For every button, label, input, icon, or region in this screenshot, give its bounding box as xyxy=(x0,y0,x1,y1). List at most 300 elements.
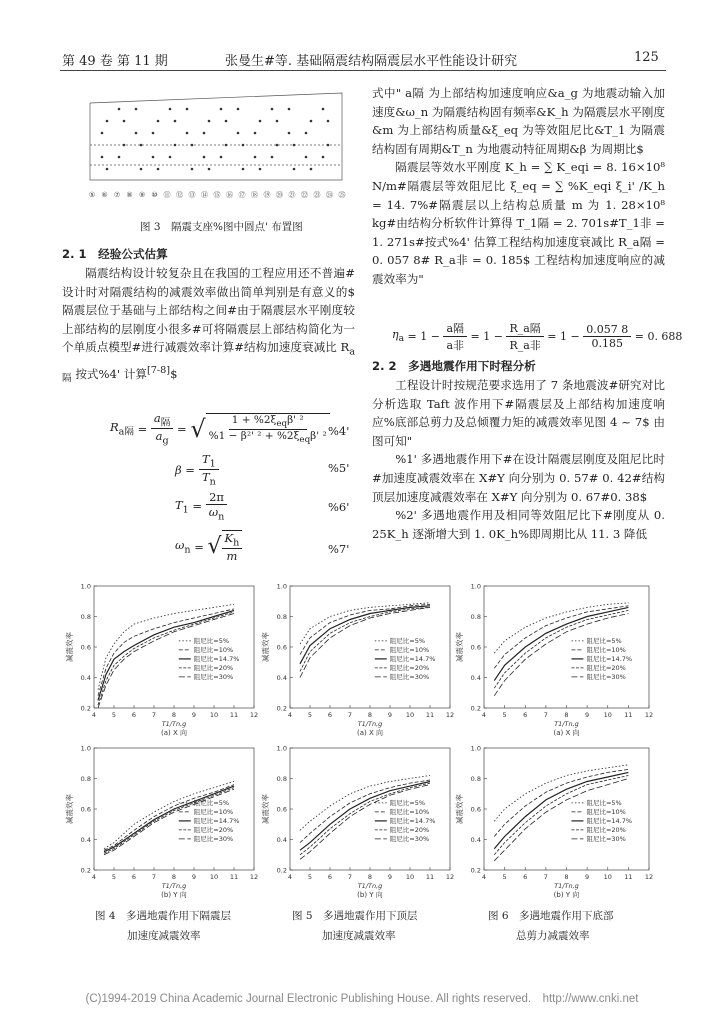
figure6-caption xyxy=(488,906,614,946)
y-tick-label: 0.4 xyxy=(470,836,481,844)
eta-lhs: η xyxy=(392,328,399,342)
figure4-caption xyxy=(95,906,231,946)
figure3-plan xyxy=(80,85,360,215)
legend-label: 阻尼比=30% xyxy=(586,673,626,682)
x-tick-label: 5 xyxy=(307,711,313,719)
plan-axis-label: ㉑ xyxy=(288,191,296,199)
isolator-point xyxy=(123,120,126,123)
chart-fig6b xyxy=(452,740,657,900)
figure5-caption-line1: 图 5 多遇地震作用下顶层 xyxy=(292,910,418,922)
y-tick-label: 0.6 xyxy=(276,643,287,652)
figure5-caption xyxy=(292,906,418,946)
page-number: 125 xyxy=(634,50,659,65)
right-para-4: %1' 多遇地震作用下#在设计隔震层刚度及阻尼比时#加速度减震效率在 X#Y 向分别为 0. 57# 0. 42#结构顶层加速度减震效率在 X#Y 向分别为 0. 67#0. 38$ xyxy=(372,452,665,504)
eq4-ratio-den-sub: g xyxy=(162,435,169,447)
eta-frac-3 xyxy=(583,323,631,350)
isolator-point xyxy=(310,168,313,171)
y-tick-label: 0.8 xyxy=(80,613,91,621)
isolator-point xyxy=(271,156,274,159)
legend-label: 阻尼比=14.7% xyxy=(389,655,436,664)
eq6-den: ω xyxy=(208,505,219,519)
x-tick-label: 12 xyxy=(644,711,654,719)
figure5-caption-line2: 加速度减震效率 xyxy=(322,930,396,942)
eq4-ratio-den: a xyxy=(155,429,163,444)
y-axis-label: 减震效率 xyxy=(261,632,270,662)
isolator-point xyxy=(242,168,245,171)
isolator-point xyxy=(220,108,223,111)
isolator-point xyxy=(203,156,206,159)
equation-7-number: %7' xyxy=(328,542,350,556)
left-paragraph-sub: a隔 xyxy=(62,346,355,385)
x-tick-label: 6 xyxy=(327,873,333,881)
legend-label: 阻尼比=20% xyxy=(586,826,626,835)
isolator-point xyxy=(271,108,274,111)
y-tick-label: 0.8 xyxy=(470,775,481,783)
x-tick-label: 10 xyxy=(209,711,219,719)
y-tick-label: 0.2 xyxy=(276,866,287,875)
figure4-caption-line1: 图 4 多遇地震作用下隔震层 xyxy=(95,910,232,922)
isolator-point xyxy=(118,108,121,111)
eq5-den-sub: n xyxy=(209,476,216,488)
legend-label: 阻尼比=30% xyxy=(389,835,430,844)
y-tick-label: 0.6 xyxy=(470,805,481,814)
x-tick-label: 6 xyxy=(327,711,333,719)
equation-5-number: %5' xyxy=(328,461,350,475)
x-tick-label: 11 xyxy=(229,873,239,881)
isolator-point xyxy=(305,132,308,135)
x-tick-label: 6 xyxy=(131,873,137,881)
eta-part2: = 1 − xyxy=(467,330,507,343)
plan-axis-label: ⑭ xyxy=(201,191,208,199)
x-tick-label: 12 xyxy=(445,873,455,881)
isolator-point xyxy=(191,168,194,171)
eq4-sqrt-den-sub: eq xyxy=(299,434,311,445)
isolator-point xyxy=(174,144,177,147)
legend-label: 阻尼比=5% xyxy=(586,637,622,646)
plan-axis-label: ㉓ xyxy=(313,191,321,199)
isolator-point xyxy=(101,156,104,159)
citation-ref: [7-8] xyxy=(146,365,171,377)
y-axis-label: 减震效率 xyxy=(455,632,464,662)
legend-label: 阻尼比=14.7% xyxy=(586,817,633,826)
plan-axis-label: ㉔ xyxy=(326,191,333,199)
eta-f1-num: a隔 xyxy=(443,320,467,337)
isolator-point xyxy=(174,120,177,123)
x-tick-label: 7 xyxy=(151,873,157,881)
plan-axis-label: ⑩ xyxy=(151,191,158,199)
isolator-point xyxy=(208,120,211,123)
isolator-point xyxy=(152,156,155,159)
y-axis-label: 减震效率 xyxy=(455,794,464,824)
right-column-lower xyxy=(372,376,665,543)
y-tick-label: 0.2 xyxy=(80,704,91,713)
y-axis-label: 减震效率 xyxy=(65,794,74,824)
legend-label: 阻尼比=20% xyxy=(193,664,234,673)
isolator-point xyxy=(101,132,104,135)
y-tick-label: 0.6 xyxy=(470,643,481,652)
eq7-equals: = xyxy=(190,539,208,554)
y-tick-label: 0.2 xyxy=(80,866,91,875)
eta-f1-den: a非 xyxy=(446,339,465,352)
isolator-point xyxy=(293,168,296,171)
right-para-1: 式中" a隔 为上部结构加速度响应&a_g 为地震动输入加速度&ω_n 为隔震结构固有频率&K_h 为隔震层水平刚度&m 为上部结构质量&ξ_eq 为等效阻尼比&T_1 为隔震结构固有周期&T_n 为地震动特征周期&β 为周期比$ xyxy=(372,86,665,156)
x-axis-label: T1/Tn,g xyxy=(161,720,187,728)
isolator-points xyxy=(101,108,330,171)
equation-4-number: %4' xyxy=(328,424,350,438)
x-tick-label: 6 xyxy=(523,873,528,881)
isolator-point xyxy=(135,108,138,111)
x-tick-label: 10 xyxy=(603,873,612,881)
x-axis-label: T1/Tn,g xyxy=(554,882,579,890)
subfigure-label: (a) X 向 xyxy=(553,729,580,737)
plan-axis-label: ⑳ xyxy=(276,191,283,199)
eta-part3: = 1 − xyxy=(543,330,584,343)
legend-label: 阻尼比=10% xyxy=(586,646,626,655)
x-tick-label: 9 xyxy=(585,711,590,719)
legend-label: 阻尼比=10% xyxy=(193,646,234,655)
header-rule xyxy=(60,70,666,71)
x-tick-label: 5 xyxy=(111,711,117,719)
left-paragraph-end: $ xyxy=(170,367,178,382)
x-tick-label: 12 xyxy=(249,873,259,881)
isolator-point xyxy=(327,120,330,123)
eq6-den-sub: n xyxy=(218,511,225,523)
eq4-ratio-num-sub: 隔 xyxy=(160,417,171,429)
chart-fig5a xyxy=(258,578,458,738)
x-tick-label: 6 xyxy=(131,711,137,719)
legend-label: 阻尼比=10% xyxy=(193,808,234,817)
equation-7 xyxy=(175,530,242,563)
x-tick-label: 11 xyxy=(425,873,435,881)
eq4-sqrt-num: 1 + %2ξ xyxy=(231,413,277,426)
x-tick-label: 8 xyxy=(564,711,569,719)
isolator-point xyxy=(203,132,206,135)
y-tick-label: 1.0 xyxy=(276,744,287,753)
x-axis-label: T1/Tn,g xyxy=(357,882,383,890)
y-tick-label: 0.4 xyxy=(80,836,91,844)
eq7-frac xyxy=(222,530,243,563)
figure4-caption-line2: 加速度减震效率 xyxy=(127,930,201,942)
eq4-sqrt-num-tail: β' ² xyxy=(287,413,304,426)
legend-label: 阻尼比=30% xyxy=(193,835,234,844)
journal-issue: 第 49 卷 第 11 期 xyxy=(62,54,168,69)
eq6-equals: = xyxy=(188,499,206,514)
isolator-point xyxy=(237,108,240,111)
isolator-point xyxy=(288,108,291,111)
x-tick-label: 8 xyxy=(367,711,373,719)
figure6-caption-line2: 总剪力减震效率 xyxy=(516,930,590,942)
eq6-frac xyxy=(206,490,228,522)
x-tick-label: 7 xyxy=(543,711,548,719)
eq7-num: K xyxy=(224,531,234,545)
right-para-3: 工程设计时按规范要求选用了 7 条地震波#研究对比分析选取 Taft 波作用下#隔震层及上部结构加速度响应%底部总剪力及总倾覆力矩的减震效率见图 4 ~ 7$ 由图可知" xyxy=(372,378,665,448)
figure3-caption: 图 3 隔震支座%图中圆点' 布置图 xyxy=(140,221,303,233)
plan-axis-label: ㉒ xyxy=(301,191,308,199)
left-paragraph-text: 隔震结构设计较复杂且在我国的工程应用还不普遍#设计时对隔震结构的减震效率做出简单判别是有意义的$ 隔震层位于基础与上部结构之间#由于隔震层水平刚度较上部结构的层刚度小很多#可将隔震层上部结构简化为一个单质点模型#进行减震效率计算#结构加速度衰减比 R xyxy=(62,266,355,355)
legend-label: 阻尼比=5% xyxy=(193,799,230,808)
y-tick-label: 1.0 xyxy=(470,582,481,591)
x-tick-label: 4 xyxy=(287,711,293,719)
y-tick-label: 1.0 xyxy=(470,744,481,753)
x-tick-label: 5 xyxy=(307,873,313,881)
eq6-num: 2π xyxy=(206,490,227,505)
x-tick-label: 7 xyxy=(543,873,548,881)
x-tick-label: 9 xyxy=(191,711,197,719)
sqrt-symbol: √ xyxy=(190,414,206,443)
eq7-num-sub: h xyxy=(233,537,240,549)
y-tick-label: 0.8 xyxy=(276,775,287,783)
y-tick-label: 1.0 xyxy=(80,744,91,753)
isolator-point xyxy=(254,132,257,135)
eta-f3-den: 0.185 xyxy=(591,337,623,350)
x-tick-label: 4 xyxy=(287,873,293,881)
plan-axis-label: ⑯ xyxy=(226,191,233,199)
eq4-sqrt-num-sub: eq xyxy=(276,418,288,429)
isolator-point xyxy=(237,132,240,135)
y-tick-label: 0.8 xyxy=(470,613,481,621)
eq7-lhs: ω xyxy=(175,538,185,552)
legend-label: 阻尼比=10% xyxy=(389,808,430,817)
legend-label: 阻尼比=10% xyxy=(389,646,430,655)
sqrt-symbol-7: √ xyxy=(207,533,222,559)
y-tick-label: 0.4 xyxy=(276,674,287,682)
x-tick-label: 4 xyxy=(91,711,97,719)
y-tick-label: 0.6 xyxy=(276,805,287,814)
legend-label: 阻尼比=30% xyxy=(389,673,430,682)
isolator-point xyxy=(157,120,160,123)
x-tick-label: 9 xyxy=(387,873,393,881)
x-tick-label: 7 xyxy=(151,711,157,719)
eq5-lhs: β = xyxy=(175,462,195,477)
isolator-point xyxy=(191,144,194,147)
x-tick-label: 5 xyxy=(502,711,507,719)
legend-label: 阻尼比=20% xyxy=(389,664,430,673)
section-2-1-title: 2. 1 经验公式估算 xyxy=(62,247,168,261)
x-tick-label: 7 xyxy=(347,873,353,881)
eq4-lhs-sub: a隔 xyxy=(118,426,134,438)
plan-axis-label: ⑬ xyxy=(188,191,196,199)
subfigure-label: (b) Y 向 xyxy=(553,891,580,899)
isolator-point xyxy=(157,168,160,171)
plan-axis-label: ⑰ xyxy=(238,191,246,199)
x-tick-label: 10 xyxy=(209,873,219,881)
right-column xyxy=(372,84,665,289)
left-paragraph-tail: 按式%4' 计算 xyxy=(71,367,147,382)
right-para-2: 隔震层等效水平刚度 K_h = ∑ K_eqi = 8. 16×10⁸ N/m#隔震层等效阻尼比 ξ_eq = ∑ %K_eqi ξ_i' /K_h = 14. 7%#隔震层以上结构总质量 m 为 1. 28×10⁸ kg#由结构分析软件计算得 T_1隔 = 2. 701s#T_1非 = 1. 271s#按式%4' 估算工程结构加速度衰减比 R_a隔 = 0. 057 8# R_a非 = 0. 185$ 工程结构加速度响应的减震效率为" xyxy=(372,160,665,286)
subfigure-label: (b) Y 向 xyxy=(357,891,383,899)
subfigure-label: (a) X 向 xyxy=(357,729,383,737)
isolator-point xyxy=(186,132,189,135)
eq7-lhs-sub: n xyxy=(184,544,191,556)
equation-5 xyxy=(175,452,219,488)
isolator-point xyxy=(242,144,245,147)
eq6-lhs-sub: 1 xyxy=(182,503,189,515)
x-tick-label: 9 xyxy=(585,873,590,881)
eta-part1: = 1 − xyxy=(404,330,444,343)
plan-axis-label: ⑪ xyxy=(163,191,171,199)
isolator-point xyxy=(322,108,325,111)
isolator-point xyxy=(118,156,121,159)
y-tick-label: 0.2 xyxy=(470,704,481,713)
plan-axis-label: ⑱ xyxy=(251,191,258,199)
chart-fig4b xyxy=(62,740,262,900)
x-tick-label: 5 xyxy=(502,873,507,881)
eq5-den: T xyxy=(201,470,210,485)
isolator-point xyxy=(123,144,126,147)
section-2-2-title: 2. 2 多遇地震作用下时程分析 xyxy=(372,359,536,373)
eq6-lhs: T xyxy=(175,497,183,512)
isolator-point xyxy=(327,144,330,147)
x-tick-label: 4 xyxy=(481,873,487,881)
isolator-point xyxy=(169,156,172,159)
legend-label: 阻尼比=5% xyxy=(193,637,230,646)
eta-frac-2 xyxy=(506,320,543,353)
legend-label: 阻尼比=30% xyxy=(586,835,626,844)
x-tick-label: 12 xyxy=(644,873,654,881)
plan-axis-label: ⑦ xyxy=(113,191,121,199)
legend-label: 阻尼比=10% xyxy=(586,808,626,817)
isolator-point xyxy=(276,120,279,123)
y-tick-label: 0.4 xyxy=(80,674,91,682)
eq4-equals-2: = xyxy=(173,421,191,436)
left-paragraph xyxy=(62,264,355,389)
legend-label: 阻尼比=14.7% xyxy=(193,655,240,664)
isolator-point xyxy=(259,120,262,123)
eq4-sqrt-den-tail: β' ² xyxy=(310,429,327,442)
x-tick-label: 11 xyxy=(624,711,633,719)
y-tick-label: 1.0 xyxy=(276,582,287,591)
chart-fig6a xyxy=(452,578,657,738)
plan-outline xyxy=(90,93,342,180)
eta-result: = 0. 688 xyxy=(631,330,683,343)
eq5-num: T xyxy=(201,452,210,466)
x-axis-label: T1/Tn,g xyxy=(554,720,579,728)
plan-axis-labels xyxy=(89,190,346,199)
plan-axis-label: ⑤ xyxy=(88,191,96,199)
efficiency-equation xyxy=(392,320,682,353)
isolator-point xyxy=(288,132,291,135)
equation-4 xyxy=(110,411,330,447)
x-tick-label: 8 xyxy=(171,711,177,719)
plan-axis-label: ⑫ xyxy=(176,191,183,199)
plan-axis-label: ⑨ xyxy=(138,191,146,199)
eq5-num-sub: 1 xyxy=(209,458,216,470)
y-tick-label: 0.8 xyxy=(276,613,287,621)
plan-axis-label: ⑲ xyxy=(263,191,271,199)
eq4-sqrt-den: %1 − β²' ² + %2ξ xyxy=(208,429,300,442)
figure6-caption-line1: 图 6 多遇地震作用下底部 xyxy=(488,910,614,922)
eq7-den: m xyxy=(226,549,238,564)
x-tick-label: 9 xyxy=(387,711,393,719)
isolator-point xyxy=(322,156,325,159)
legend-label: 阻尼比=5% xyxy=(389,637,426,646)
legend-label: 阻尼比=14.7% xyxy=(193,817,240,826)
eq4-sqrt-body xyxy=(206,413,330,445)
isolator-point xyxy=(140,144,143,147)
y-tick-label: 1.0 xyxy=(80,582,91,591)
x-tick-label: 4 xyxy=(481,711,487,719)
x-tick-label: 8 xyxy=(564,873,569,881)
chart-fig4a xyxy=(62,578,262,738)
x-tick-label: 8 xyxy=(171,873,177,881)
eta-f2-den: R_a非 xyxy=(509,339,541,352)
isolator-point xyxy=(254,156,257,159)
plan-axis-label: ⑥ xyxy=(101,191,108,199)
isolator-point xyxy=(140,168,143,171)
copyright-footer: (C)1994-2019 China Academic Journal Electronic Publishing House. All rights reserved. http://www.cnki.net xyxy=(85,993,639,1005)
subfigure-label: (b) Y 向 xyxy=(161,891,187,899)
plan-axis-label: ⑧ xyxy=(126,191,133,199)
x-tick-label: 4 xyxy=(91,873,97,881)
x-tick-label: 10 xyxy=(405,873,415,881)
y-axis-label: 减震效率 xyxy=(261,794,270,824)
plan-axis-label: ㉕ xyxy=(338,191,346,199)
y-tick-label: 0.8 xyxy=(80,775,91,783)
eq4-lhs: R xyxy=(110,420,119,435)
x-axis-label: T1/Tn,g xyxy=(357,720,383,728)
legend-label: 阻尼比=20% xyxy=(586,664,626,673)
isolator-point xyxy=(152,132,155,135)
eq4-equals: = xyxy=(133,421,151,436)
plan-axis-label: ⑮ xyxy=(213,191,221,199)
y-tick-label: 0.2 xyxy=(276,704,287,713)
subfigure-label: (a) X 向 xyxy=(161,729,187,737)
x-tick-label: 10 xyxy=(603,711,612,719)
eta-f2-num: R_a隔 xyxy=(506,320,543,337)
x-tick-label: 8 xyxy=(367,873,373,881)
legend-label: 阻尼比=5% xyxy=(389,799,426,808)
x-tick-label: 10 xyxy=(405,711,415,719)
x-tick-label: 5 xyxy=(111,873,117,881)
equation-6-number: %6' xyxy=(328,500,350,514)
isolator-point xyxy=(305,156,308,159)
isolator-point xyxy=(259,168,262,171)
right-para-5: %2' 多遇地震作用及相同等效阻尼比下#刚度从 0. 25K_h 逐渐增大到 1. 0K_h%即周期比从 11. 3 降低 xyxy=(372,508,665,541)
isolator-point xyxy=(225,144,228,147)
isolator-point xyxy=(186,108,189,111)
y-tick-label: 0.2 xyxy=(470,866,481,875)
x-axis-label: T1/Tn,g xyxy=(161,882,187,890)
x-tick-label: 11 xyxy=(624,873,633,881)
x-tick-label: 7 xyxy=(347,711,353,719)
x-tick-label: 6 xyxy=(523,711,528,719)
y-tick-label: 0.6 xyxy=(80,805,91,814)
equation-6 xyxy=(175,490,227,522)
eq4-ratio-num: a xyxy=(153,411,161,425)
x-tick-label: 12 xyxy=(249,711,259,719)
legend-label: 阻尼比=5% xyxy=(586,799,622,808)
isolator-point xyxy=(220,156,223,159)
y-tick-label: 0.4 xyxy=(470,674,481,682)
chart-fig5b xyxy=(258,740,458,900)
x-tick-label: 12 xyxy=(445,711,455,719)
isolator-point xyxy=(225,120,228,123)
running-title: 张曼生#等. 基础隔震结构隔震层水平性能设计研究 xyxy=(225,54,518,69)
x-tick-label: 9 xyxy=(191,873,197,881)
isolator-point xyxy=(106,120,109,123)
y-tick-label: 0.6 xyxy=(80,643,91,652)
isolator-point xyxy=(169,108,172,111)
legend-label: 阻尼比=30% xyxy=(193,673,234,682)
legend-label: 阻尼比=20% xyxy=(193,826,234,835)
x-tick-label: 11 xyxy=(425,711,435,719)
legend-label: 阻尼比=20% xyxy=(389,826,430,835)
eta-f3-num: 0.057 8 xyxy=(583,323,631,337)
isolator-point xyxy=(208,168,211,171)
isolator-point xyxy=(310,120,313,123)
eta-frac-1 xyxy=(443,320,467,353)
legend-label: 阻尼比=14.7% xyxy=(586,655,633,664)
